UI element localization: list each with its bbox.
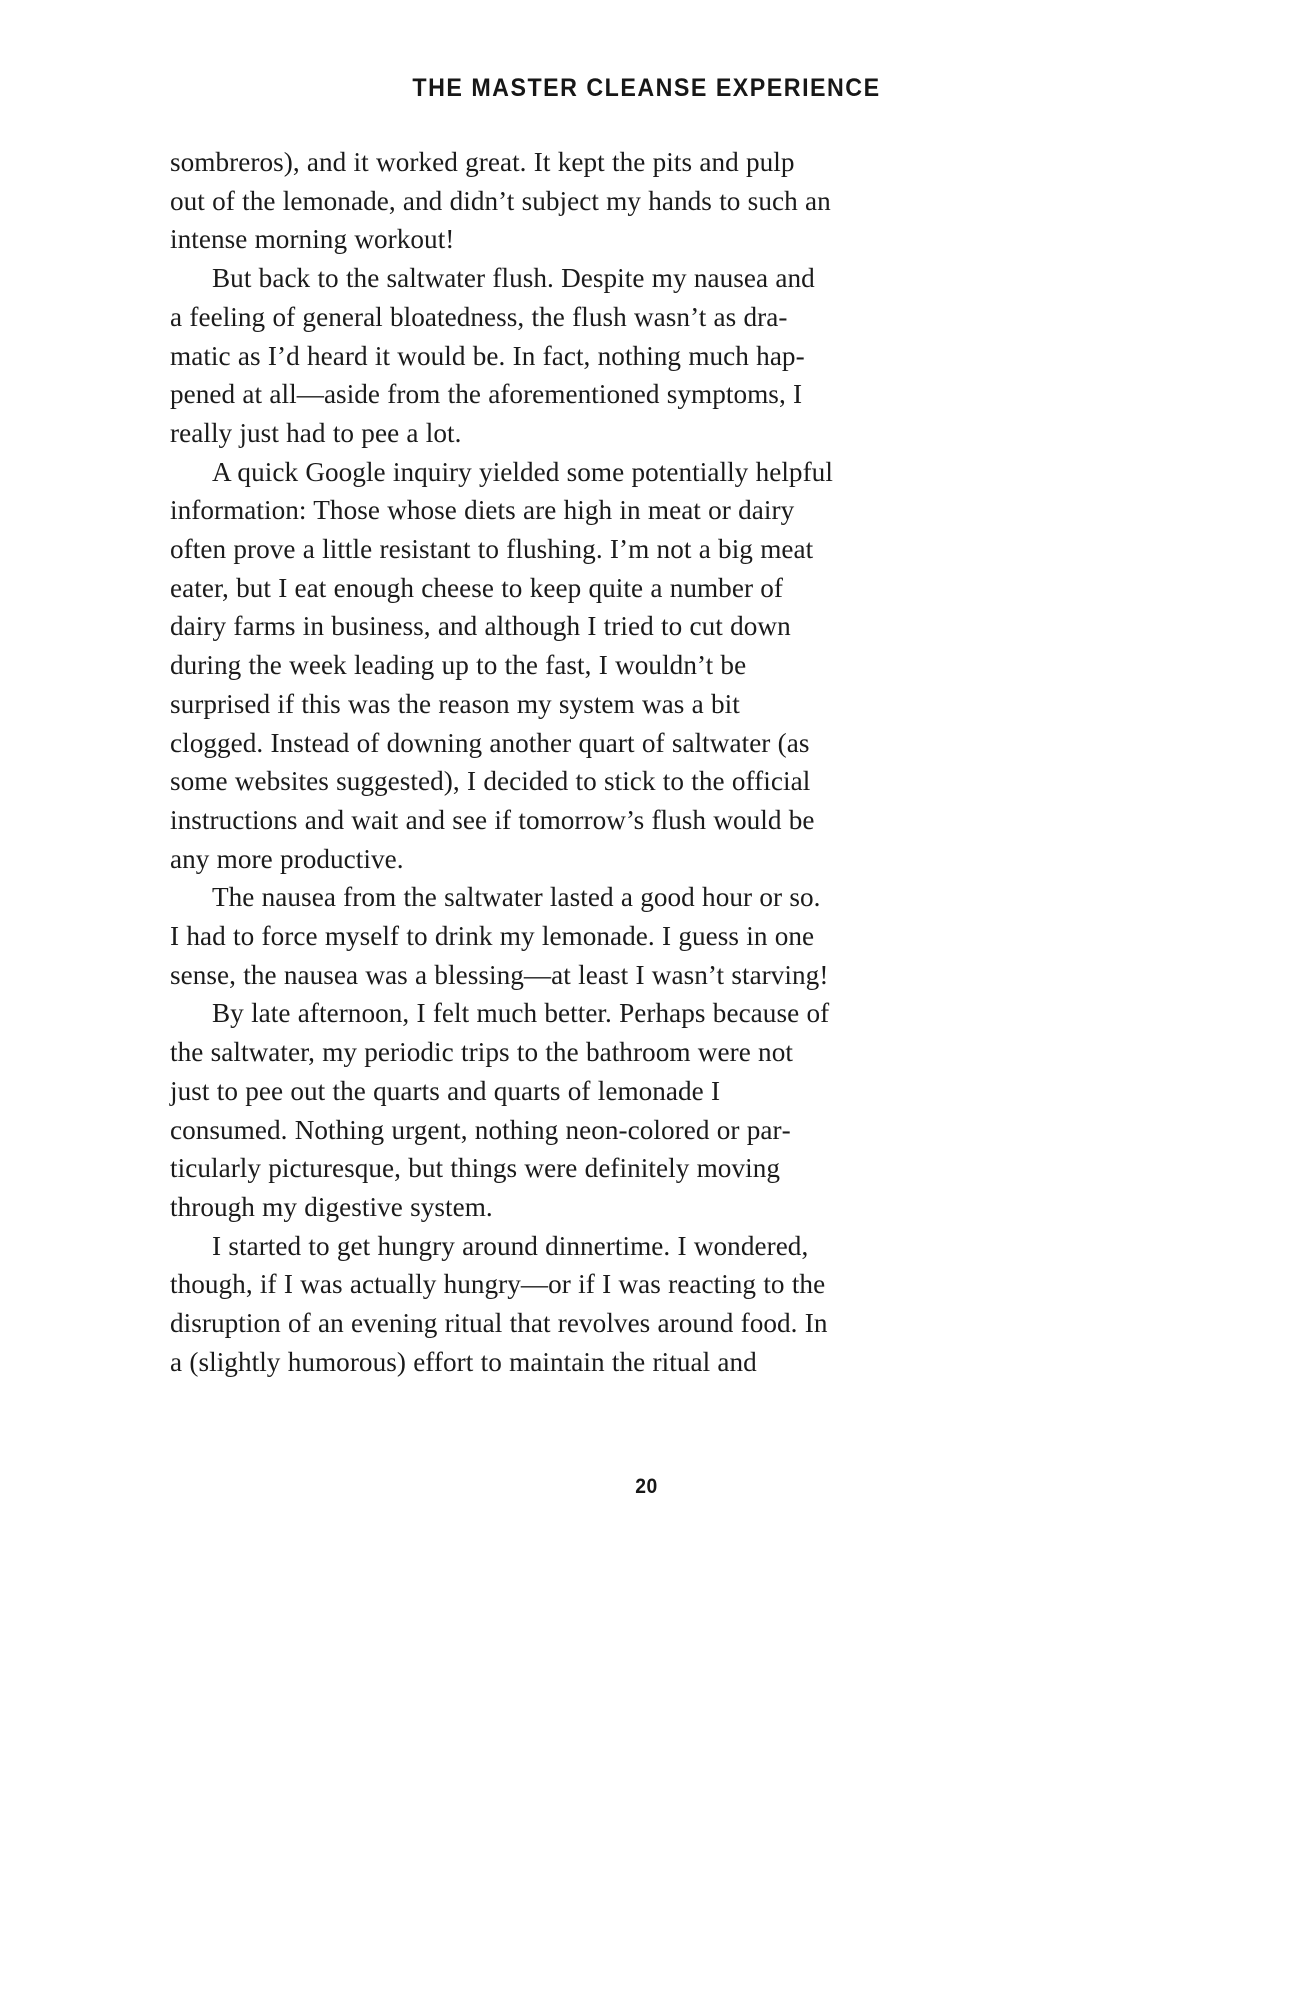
paragraph: But back to the saltwater flush. Despite my nausea and a feeling of general bloatedness, the flush wasn’t as dramatic as I’d heard it would be. In fact, nothing much happened at all—aside from the aforementioned symptoms, I really just had to pee a lot. — [170, 263, 815, 448]
body-text-column — [170, 143, 834, 1382]
paragraph: By late afternoon, I felt much better. Perhaps because of the saltwater, my periodic trips to the bathroom were not just to pee out the quarts and quarts of lemonade I consumed. Nothing urgent, nothing neon-colored or particularly picturesque, but things were definitely moving through my digestive system. — [170, 998, 830, 1222]
paragraph: The nausea from the saltwater lasted a good hour or so. I had to force myself to drink my lemonade. I guess in one sense, the nausea was a blessing—at least I wasn’t starving! — [170, 882, 829, 990]
paragraph: A quick Google inquiry yielded some potentially helpful information: Those whose diets are high in meat or dairy often prove a little resistant to flushing. I’m not a big meat eater, but I eat enough cheese to keep quite a number of dairy farms in business, and although I tried to cut down during the week leading up to the fast, I wouldn’t be surprised if this was the reason my system was a bit clogged. Instead of downing another quart of saltwater (as some websites suggested), I decided to stick to the official instructions and wait and see if tomorrow’s flush would be any more productive. — [170, 456, 833, 874]
running-head: THE MASTER CLEANSE EXPERIENCE — [412, 74, 881, 102]
page-number: 20 — [635, 1475, 658, 1498]
paragraph: sombreros), and it worked great. It kept the pits and pulp out of the lemonade, and didn’t subject my hands to such an intense morning workout! — [170, 147, 831, 255]
paragraph: I started to get hungry around dinnertime. I wondered, though, if I was actually hungry—or if I was reacting to the disruption of an evening ritual that revolves around food. In a (slightly humorous) effort to maintain the ritual and — [170, 1230, 828, 1377]
